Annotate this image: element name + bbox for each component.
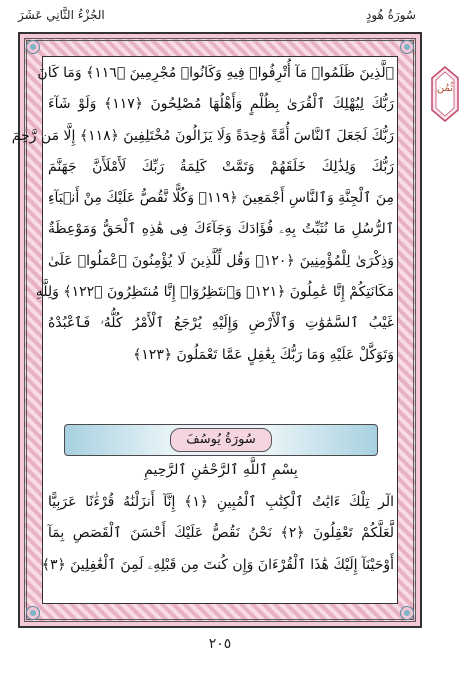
- verse-line: مَكَانَتِكُمْ إِنَّا عَٰمِلُونَ ﴿١٢١﴾ وَٱنتَظِرُوٓا۟ إِنَّا مُنتَظِرُونَ ﴿١٢٢﴾ وَلِلَّهِ: [35, 284, 394, 301]
- corner-rosette-icon: [400, 40, 414, 54]
- page-number: ٢٠٥: [208, 636, 232, 652]
- verse-line: وَذِكْرَىٰ لِلْمُؤْمِنِينَ ﴿١٢٠﴾ وَقُل لِّلَّذِينَ لَا يُؤْمِنُونَ ٱعْمَلُوا۟ عَلَىٰ: [48, 252, 394, 269]
- hizb-marker-ornament-icon: [430, 66, 460, 122]
- verse-line: رَبُّكَ لِيُهْلِكَ ٱلْقُرَىٰ بِظُلْمٍ وَأَهْلُهَا مُصْلِحُونَ ﴿١١٧﴾ وَلَوْ شَآءَ: [48, 96, 394, 113]
- corner-rosette-icon: [400, 606, 414, 620]
- verse-line: ٱلرُّسُلِ مَا نُثَبِّتُ بِهِۦ فُؤَادَكَ وَجَآءَكَ فِى هَٰذِهِ ٱلْحَقُّ وَمَوْعِظَةٌ: [48, 221, 394, 238]
- verse-line: رَبُّكَ وَلِذَٰلِكَ خَلَقَهُمْ وَتَمَّتْ كَلِمَةُ رَبِّكَ لَأَمْلَأَنَّ جَهَنَّمَ: [48, 158, 394, 175]
- surah-title-banner: [64, 424, 378, 456]
- hizb-marker: [430, 66, 460, 122]
- surah-name-header: سُورَةُ هُودٍ: [365, 8, 416, 22]
- verses-block-hud: [11, 58, 394, 371]
- corner-rosette-icon: [26, 606, 40, 620]
- verse-line: ٱلَّذِينَ ظَلَمُوا۟ مَآ أُتْرِفُوا۟ فِيهِ وَكَانُوا۟ مُجْرِمِينَ ﴿١١٦﴾ وَمَا كَانَ: [37, 65, 394, 81]
- verse-line: غَيْبُ ٱلسَّمَٰوَٰتِ وَٱلْأَرْضِ وَإِلَيْهِ يُرْجَعُ ٱلْأَمْرُ كُلُّهُۥ فَٱعْبُدْهُ: [48, 315, 394, 332]
- surah-title: سُورَةُ يُوسُفَ: [170, 428, 272, 452]
- verse-line: لَّعَلَّكُمْ تَعْقِلُونَ ﴿٢﴾ نَحْنُ نَقُصُّ عَلَيْكَ أَحْسَنَ ٱلْقَصَصِ بِمَآ: [48, 525, 394, 542]
- verse-line: أَوْحَيْنَآ إِلَيْكَ هَٰذَا ٱلْقُرْءَانَ وَإِن كُنتَ مِن قَبْلِهِۦ لَمِنَ ٱلْغَٰفِلِينَ ﴿٣﴾: [41, 556, 394, 573]
- bismillah: بِسْمِ ٱللَّهِ ٱلرَّحْمَٰنِ ٱلرَّحِيمِ: [144, 462, 298, 478]
- hizb-marker-label: ثُمُن: [436, 83, 454, 94]
- corner-rosette-icon: [26, 40, 40, 54]
- verse-line: مِنَ ٱلْجِنَّةِ وَٱلنَّاسِ أَجْمَعِينَ ﴿١١٩﴾ وَكُلًّا نَّقُصُّ عَلَيْكَ مِنْ أَنۢبَآءِ: [47, 190, 394, 207]
- verses-block-yusuf: [41, 487, 394, 581]
- verse-line: وَتَوَكَّلْ عَلَيْهِ وَمَا رَبُّكَ بِغَٰفِلٍ عَمَّا تَعْمَلُونَ ﴿١٢٣﴾: [133, 346, 394, 363]
- juz-name-header: الجُزْءُ الثَّانِي عَشَرَ: [18, 8, 105, 22]
- verse-line: الٓر تِلْكَ ءَايَٰتُ ٱلْكِتَٰبِ ٱلْمُبِينِ ﴿١﴾ إِنَّآ أَنزَلْنَٰهُ قُرْءَٰنًا عَرَبِيًّا: [48, 494, 394, 510]
- verse-line: رَبُّكَ لَجَعَلَ ٱلنَّاسَ أُمَّةً وَٰحِدَةً وَلَا يَزَالُونَ مُخْتَلِفِينَ ﴿١١٨﴾ إِلَّا مَن رَّحِمَ: [11, 127, 394, 144]
